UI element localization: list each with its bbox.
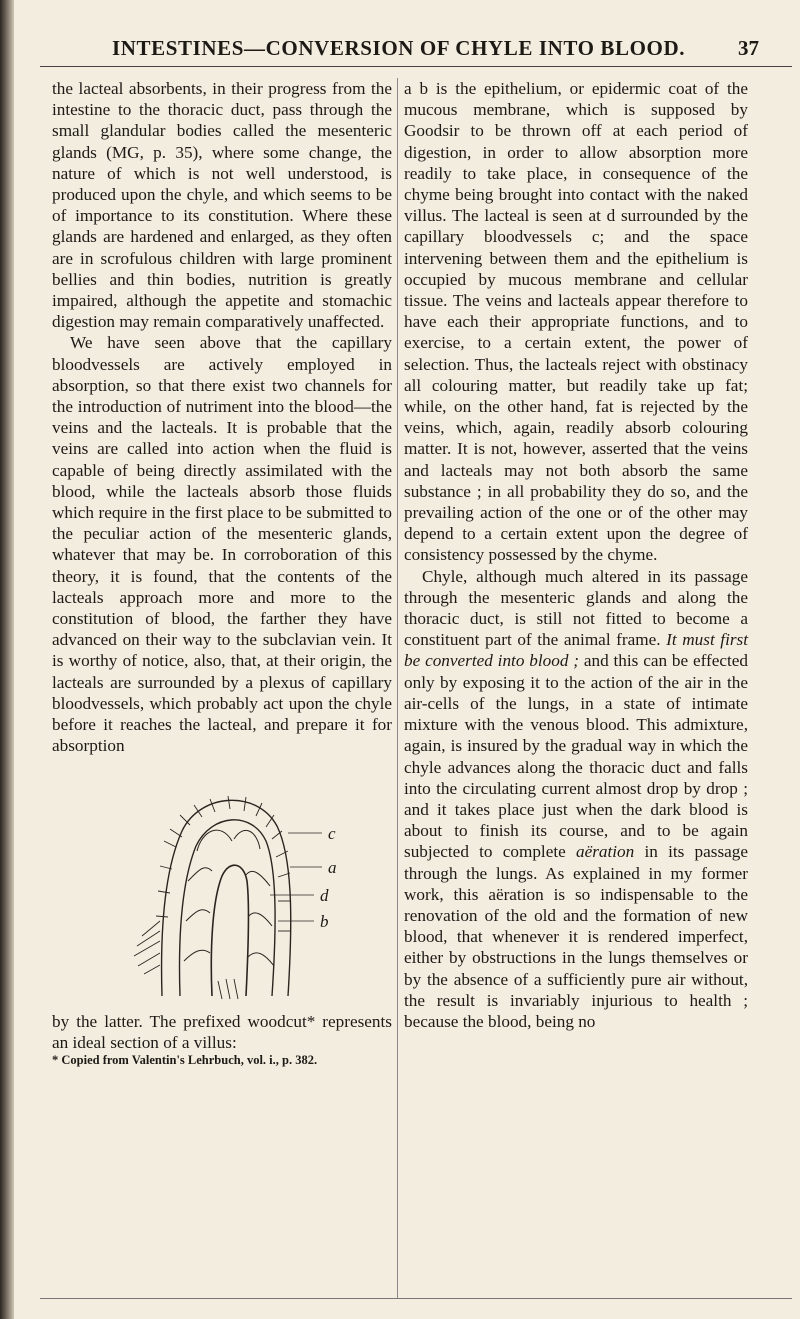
right-paragraph-2 xyxy=(404,566,748,1032)
lacteal-vessel xyxy=(211,865,248,996)
left-paragraph-1: the lacteal absorbents, in their progress from the intestine to the thoracic duct, pass through the small glandular bodies called the mesenteric glands (MG, p. 35), where some change, the nature of which is not well understood, is produced upon the chyle, and which seems to be of importance to its constitution. Where these glands are hardened and enlarged, as they often are in scrofulous children with large prominent bellies and thin bodies, nutrition is greatly impaired, although the appetite and stomachic digestion may remain comparatively unaffected. xyxy=(52,79,392,332)
right-paragraph-2-text-b: and this can be effected only by exposing it to the action of the air in the air-cells of the lungs, in a state of intimate mixture with the venous blood. This admixture, again, is insured by the gradual way in which the chyle advances along the thoracic duct and falls into the circulating current almost drop by drop ; and it takes place just when the dark blood is about to finish its course, and to be again subjected to complete xyxy=(404,651,748,862)
page-header xyxy=(40,36,792,72)
right-paragraph-2-text-c: in its passage through the lungs. As explained in my former work, this aëration is so indispensable to the renovation of the old and the formation of new blood, that whenever it is rendered imperfect, either by obstructions in the lungs themselves or by the absence of a sufficiently pure air without, the result is invariably injurious to health ; because the blood, being no xyxy=(404,842,748,1031)
villus-inner-boundary xyxy=(180,819,276,995)
villus-section-illustration xyxy=(52,771,392,1001)
right-paragraph-2-emphasis-2: aëration xyxy=(575,842,635,862)
right-column xyxy=(404,78,748,1032)
footnote: * Copied from Valentin's Lehrbuch, vol. i., p. 382. xyxy=(52,1052,318,1067)
left-paragraph-2: We have seen above that the capillary bloodvessels are actively employed in absorption, so that there exist two channels for the introduction of nutriment into the blood—the veins and the lacteals. It is probable that the veins are called into action when the fluid is capable of being directly assimilated with the blood, while the lacteals absorb those fluids which require in the first place to be submitted to the peculiar action of the mesenteric glands, whatever that may be. In corroboration of this theory, it is found, that the contents of the lacteals approach more and more to the constitution of blood, the farther they have advanced on their way to the subclavian vein. It is worthy of notice, also, that, at their origin, the lacteals are surrounded by a plexus of capillary bloodvessels, which probably act upon the chyle before it reaches the lacteal, and prepare it for absorption xyxy=(52,333,392,756)
page-number: 37 xyxy=(738,36,759,60)
column-divider xyxy=(397,78,398,1298)
left-paragraph-3: by the latter. The prefixed woodcut* represents an ideal section of a villus: xyxy=(52,1011,392,1052)
left-column xyxy=(52,78,392,1068)
right-paragraph-1: a b is the epithelium, or epidermic coat of the mucous membrane, which is supposed by Goodsir to be thrown off at each period of digestion, in order to allow absorption more readily to take place, in consequence of the chyme being brought into contact with the naked villus. The lacteal is seen at d surrounded by the capillary bloodvessels c; and the space intervening between them and the epithelium is occupied by mucous membrane and cellular tissue. The veins and lacteals appear therefore to have each their appropriate functions, and to exercise, to a certain extent, the power of selection. Thus, the lacteals reject with obstinacy all colouring matter, but readily take up fat; while, on the other hand, fat is rejected by the veins, which, again, readily absorb colouring matter. It is not, however, asserted that the veins and lacteals may not both absorb the same substance ; in all probability they do so, and the prevailing action of the one or of the other may depend to a certain extent upon the degree of consistency possessed by the chyme. xyxy=(404,79,748,565)
villus-outer-epithelium xyxy=(162,800,291,996)
running-head: INTESTINES—CONVERSION OF CHYLE INTO BLOOD. xyxy=(112,36,686,60)
page-binding-edge xyxy=(0,0,14,1319)
figure-label-c: c xyxy=(328,823,336,843)
figure-label-a: a xyxy=(328,857,337,877)
bottom-rule xyxy=(40,1298,792,1299)
header-rule xyxy=(40,66,792,67)
right-paragraph-2-text-a: Chyle, although much altered in its passage through the mesenteric glands and along the thoracic duct, is still not fitted to become a constituent part of the animal frame. xyxy=(404,566,748,650)
figure-label-d: d xyxy=(320,885,329,905)
right-paragraph-2-emphasis-1: It must first be converted into blood ; xyxy=(404,630,749,671)
figure-label-b: b xyxy=(320,911,329,931)
villus-woodcut-figure xyxy=(52,771,392,1001)
